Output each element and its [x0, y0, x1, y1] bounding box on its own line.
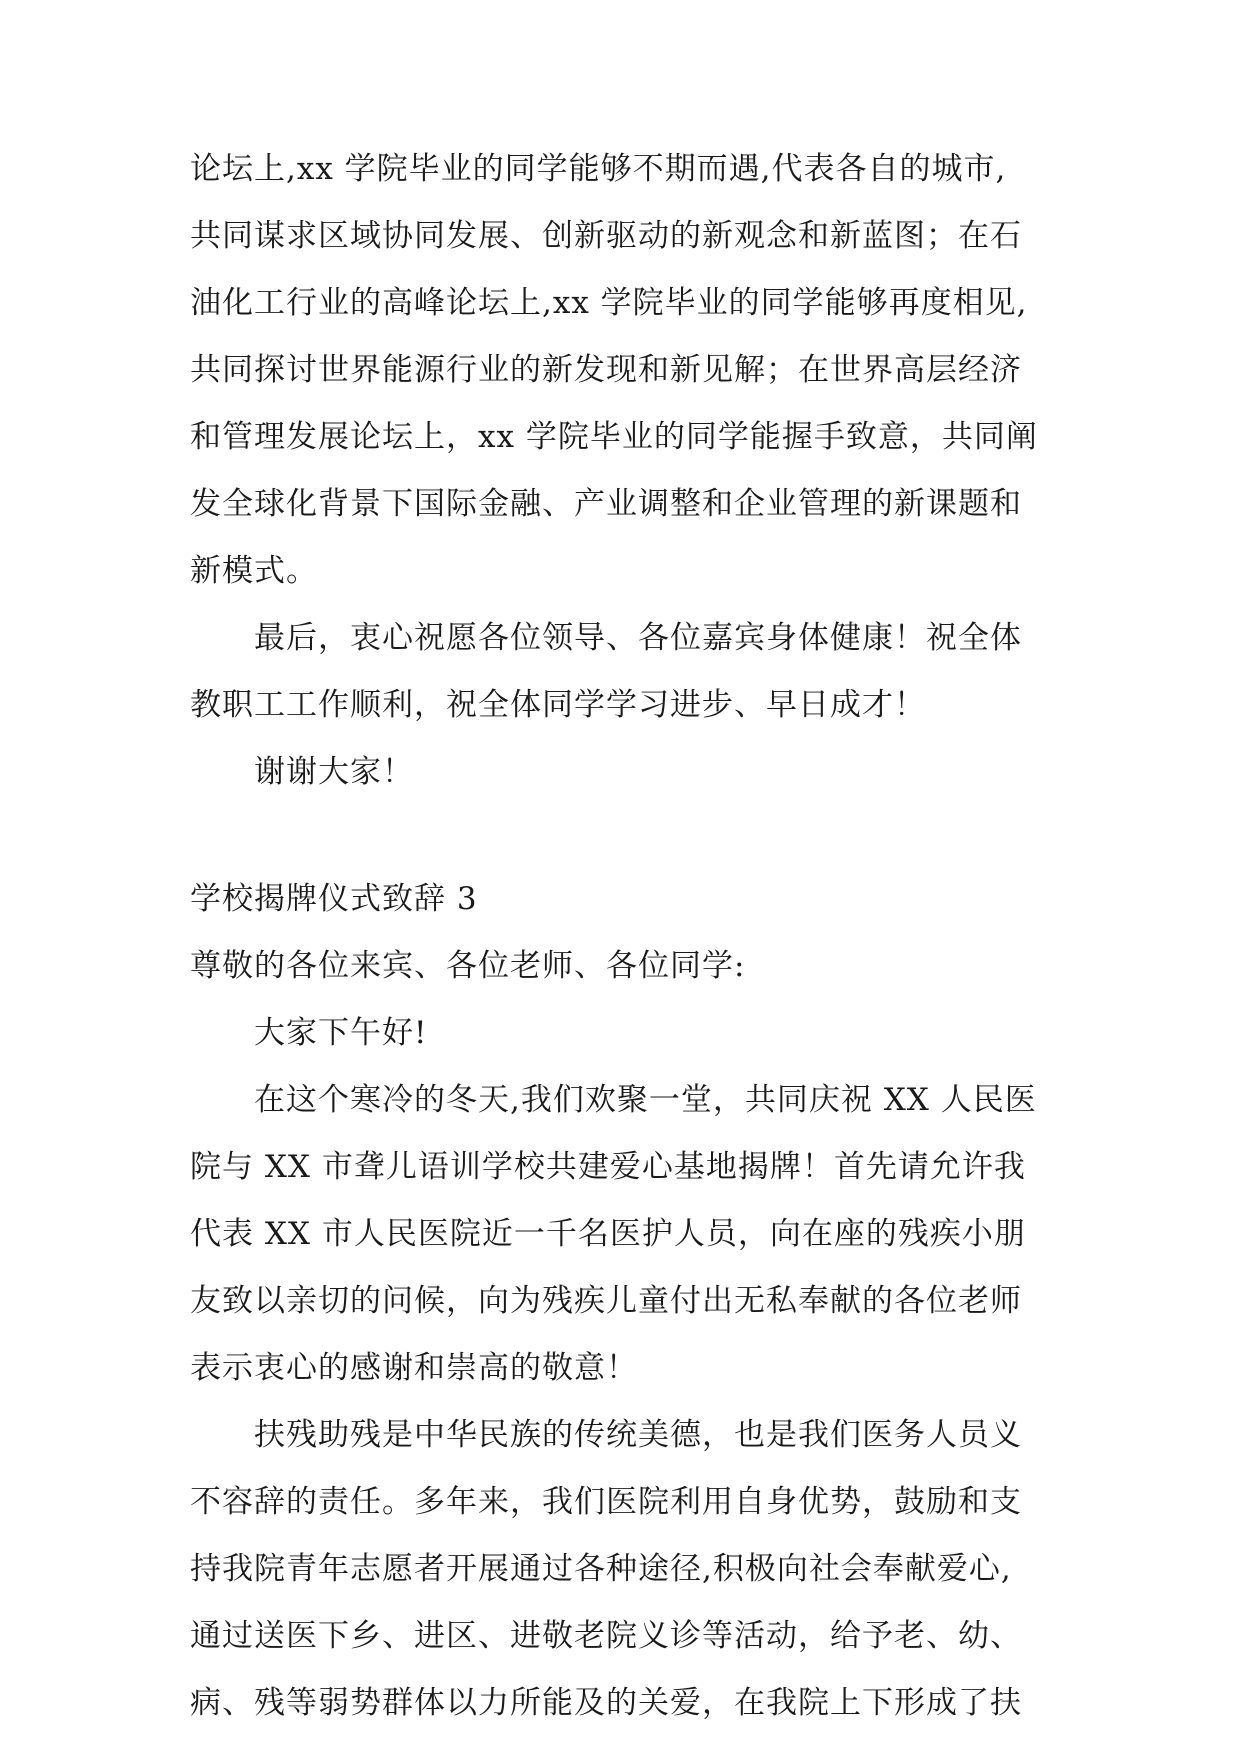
text-line: 油化工行业的高峰论坛上,xx 学院毕业的同学能够再度相见, — [190, 285, 1028, 321]
text-line: 代表 XX 市人民医院近一千名医护人员，向在座的残疾小朋 — [190, 1216, 1026, 1252]
text-line: 院与 XX 市聋儿语训学校共建爱心基地揭牌！首先请允许我 — [190, 1149, 1026, 1185]
text-line: 谢谢大家！ — [254, 754, 414, 790]
text-line: 大家下午好! — [254, 1015, 428, 1051]
text-line: 共同探讨世界能源行业的新发现和新见解；在世界高层经济 — [190, 352, 1022, 388]
text-line: 病、残等弱势群体以力所能及的关爱，在我院上下形成了扶 — [190, 1685, 1022, 1721]
text-line: 和管理发展论坛上，xx 学院毕业的同学能握手致意，共同阐 — [190, 419, 1038, 455]
text-line: 尊敬的各位来宾、各位老师、各位同学: — [190, 948, 746, 984]
text-line: 不容辞的责任。多年来，我们医院利用自身优势，鼓励和支 — [190, 1484, 1022, 1520]
text-line: 表示衷心的感谢和崇高的敬意！ — [190, 1350, 638, 1386]
text-line: 扶残助残是中华民族的传统美德，也是我们医务人员义 — [254, 1417, 1022, 1453]
text-line: 发全球化背景下国际金融、产业调整和企业管理的新课题和 — [190, 486, 1022, 522]
text-line: 教职工工作顺利，祝全体同学学习进步、早日成才！ — [190, 687, 926, 723]
text-line: 友致以亲切的问候，向为残疾儿童付出无私奉献的各位老师 — [190, 1283, 1022, 1319]
text-line: 通过送医下乡、进区、进敬老院义诊等活动，给予老、幼、 — [190, 1618, 1022, 1654]
text-line: 最后，衷心祝愿各位领导、各位嘉宾身体健康！祝全体 — [254, 620, 1022, 656]
text-line: 共同谋求区域协同发展、创新驱动的新观念和新蓝图；在石 — [190, 218, 1022, 254]
text-line: 新模式。 — [190, 553, 318, 589]
text-line: 论坛上,xx 学院毕业的同学能够不期而遇,代表各自的城市, — [190, 151, 1007, 187]
text-line: 在这个寒冷的冬天,我们欢聚一堂，共同庆祝 XX 人民医 — [254, 1082, 1037, 1118]
text-line: 持我院青年志愿者开展通过各种途径,积极向社会奉献爱心, — [190, 1551, 1012, 1587]
section-heading: 学校揭牌仪式致辞 3 — [190, 881, 478, 917]
